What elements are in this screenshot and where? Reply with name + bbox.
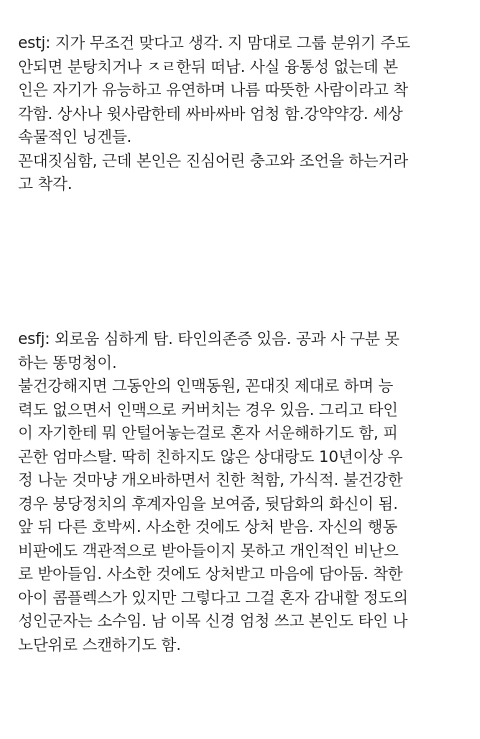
estj-line: 속물적인 닝겐들. [18, 128, 132, 146]
esfj-line: 불건강해지면 그동안의 인맥동원, 꼰대짓 제대로 하며 능 [18, 377, 394, 395]
estj-line: 꼰대짓심함, 근데 본인은 진심어린 충고와 조언을 하는거라 [18, 151, 409, 170]
esfj-line: 하는 똥멍청이. [18, 353, 117, 372]
esfj-line: 아이 콤플렉스가 있지만 그렇다고 그걸 혼자 감내할 정도의 [18, 588, 409, 607]
estj-line: 인은 자기가 유능하고 유연하며 나름 따뜻한 사람이라고 착 [18, 81, 409, 99]
estj-line: 각함. 상사나 윗사람한테 싸바싸바 엄청 함.강약약강. 세상 [18, 104, 403, 123]
esfj-line: 곤한 엄마스탈. 딱히 친하지도 않은 상대랑도 10년이상 우 [18, 447, 403, 466]
esfj-section [18, 328, 470, 657]
esfj-line: 경우 붕당정치의 후계자임을 보여줌, 뒷담화의 화신이 됨. [18, 494, 398, 513]
estj-line: estj: 지가 무조건 맞다고 생각. 지 맘대로 그룹 분위기 주도 [18, 34, 411, 52]
esfj-line: 이 자기한테 뭐 안털어놓는걸로 혼자 서운해하기도 함, 피 [18, 424, 398, 442]
esfj-line: 력도 없으면서 인맥으로 커버치는 경우 있음. 그리고 타인 [18, 400, 398, 419]
esfj-line: 비판에도 객관적으로 받아들이지 못하고 개인적인 비난으 [18, 541, 399, 560]
esfj-line: 앞 뒤 다른 호박씨. 사소한 것에도 상처 받음. 자신의 행동 [18, 518, 398, 536]
estj-section [18, 32, 470, 197]
esfj-line: 노단위로 스캔하기도 함. [18, 635, 181, 654]
esfj-line: 로 받아들임. 사소한 것에도 상처받고 마음에 담아둠. 착한 [18, 565, 403, 583]
estj-line: 고 착각. [18, 175, 73, 193]
esfj-line: 성인군자는 소수임. 남 이목 신경 엄청 쓰고 본인도 타인 나 [18, 612, 408, 630]
estj-line: 안되면 분탕치거나 ㅈㄹ한뒤 떠남. 사실 융통성 없는데 본 [18, 57, 398, 76]
esfj-line: 정 나눈 것마냥 개오바하면서 친한 척함, 가식적. 불건강한 [18, 471, 403, 489]
esfj-line: esfj: 외로움 심하게 탐. 타인의존증 있음. 공과 사 구분 못 [18, 330, 400, 348]
